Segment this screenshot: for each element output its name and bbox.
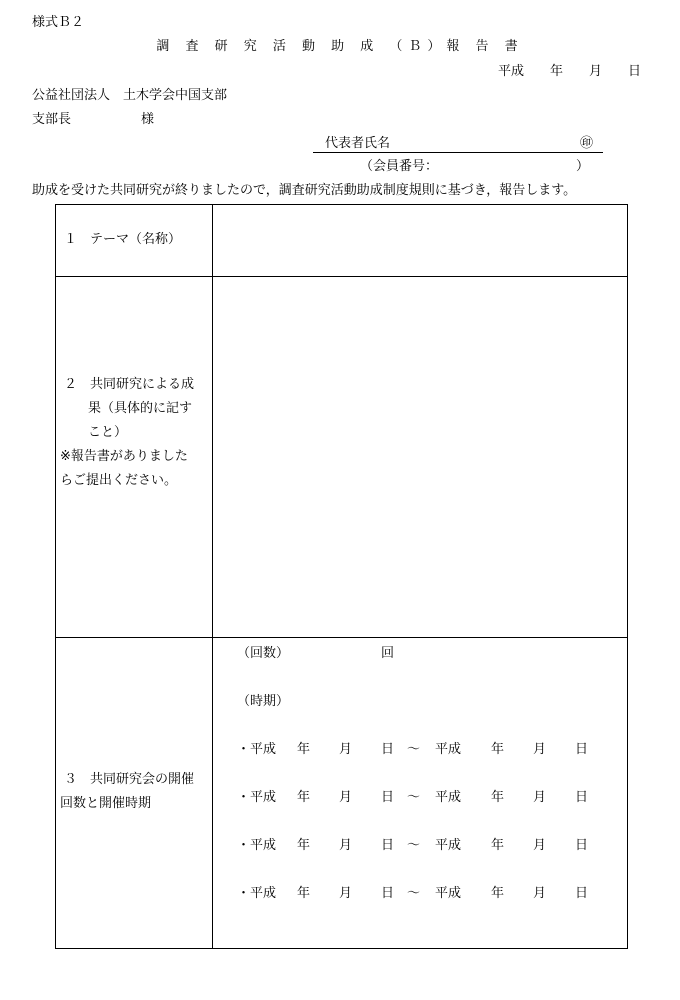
- recipient-honorific: 様: [141, 112, 155, 127]
- count-unit: 回: [381, 646, 395, 661]
- recipient: 支部長: [32, 112, 72, 127]
- period-bullet: ・平成: [237, 886, 277, 901]
- period-era2: 平成: [435, 790, 462, 805]
- period-day: 日: [381, 790, 395, 805]
- theme-label: １ テーマ（名称）: [64, 232, 182, 247]
- representative-label: 代表者氏名: [325, 136, 391, 151]
- period-day2: 日: [575, 886, 589, 901]
- count-line: [237, 642, 394, 661]
- table-row-theme: [56, 205, 628, 277]
- results-label-line3: こと）: [88, 425, 128, 440]
- period-year: 年: [297, 790, 311, 805]
- period-month2: 月: [533, 790, 547, 805]
- period-bullet: ・平成: [237, 790, 277, 805]
- period-day: 日: [381, 886, 395, 901]
- meetings-label-line2: 回数と開催時期: [60, 796, 152, 811]
- period-bullet: ・平成: [237, 742, 277, 757]
- member-number-open: （会員番号：: [360, 159, 439, 174]
- period-label: （時期）: [237, 694, 290, 709]
- date-year: 年: [550, 64, 564, 79]
- period-month2: 月: [533, 838, 547, 853]
- intro-text: 助成を受けた共同研究が終りましたので，調査研究活動助成制度規則に基づき，報告します。: [32, 183, 577, 198]
- period-day2: 日: [575, 838, 589, 853]
- member-number-close: ）: [576, 159, 590, 174]
- results-label: [56, 277, 212, 493]
- period-bullet: ・平成: [237, 838, 277, 853]
- results-label-line1: ２ 共同研究による成: [64, 377, 195, 392]
- results-label-line2: 果（具体的に記す: [88, 401, 193, 416]
- table-row-meetings: [56, 638, 628, 949]
- results-note-line2: らご提出ください。: [60, 473, 178, 488]
- period-tilde: ～: [407, 742, 421, 757]
- date-month: 月: [589, 64, 603, 79]
- date-era: 平成: [498, 64, 525, 79]
- period-month: 月: [339, 838, 353, 853]
- period-year: 年: [297, 886, 311, 901]
- period-row: [237, 834, 588, 853]
- period-year2: 年: [491, 886, 505, 901]
- document-title-text: 調 査 研 究 活 動 助 成 （Ｂ）報 告 書: [156, 39, 524, 54]
- theme-label-cell: [56, 205, 213, 277]
- period-day: 日: [381, 742, 395, 757]
- meetings-label: [56, 638, 212, 816]
- theme-input-cell[interactable]: [213, 205, 628, 277]
- date-day: 日: [628, 64, 642, 79]
- period-row: [237, 786, 588, 805]
- period-month: 月: [339, 790, 353, 805]
- representative-name-field[interactable]: [313, 136, 603, 153]
- member-number-field[interactable]: [360, 159, 589, 175]
- period-row: [237, 882, 588, 901]
- recipient-line: [32, 112, 154, 128]
- period-tilde: ～: [407, 790, 421, 805]
- meetings-label-cell: [56, 638, 213, 949]
- period-month: 月: [339, 742, 353, 757]
- meetings-label-line1: ３ 共同研究会の開催: [64, 772, 195, 787]
- period-day2: 日: [575, 790, 589, 805]
- meetings-input-cell[interactable]: [213, 638, 628, 949]
- period-tilde: ～: [407, 838, 421, 853]
- period-month2: 月: [533, 886, 547, 901]
- period-month: 月: [339, 886, 353, 901]
- organization: 公益社団法人 土木学会中国支部: [32, 88, 228, 103]
- period-tilde: ～: [407, 886, 421, 901]
- results-input-cell[interactable]: [213, 277, 628, 638]
- date-line: [498, 64, 641, 80]
- period-year2: 年: [491, 790, 505, 805]
- period-month2: 月: [533, 742, 547, 757]
- table-row-results: [56, 277, 628, 638]
- seal-icon: ㊞: [579, 136, 593, 151]
- period-era2: 平成: [435, 742, 462, 757]
- form-code: 様式Ｂ２: [32, 15, 85, 30]
- period-day: 日: [381, 838, 395, 853]
- period-era2: 平成: [435, 838, 462, 853]
- period-year: 年: [297, 838, 311, 853]
- report-table: [55, 204, 628, 949]
- period-year2: 年: [491, 838, 505, 853]
- period-year2: 年: [491, 742, 505, 757]
- count-label: （回数）: [237, 646, 290, 661]
- period-day2: 日: [575, 742, 589, 757]
- results-note-line1: ※報告書がありました: [60, 449, 188, 464]
- results-label-cell: [56, 277, 213, 638]
- period-row: [237, 738, 588, 757]
- document-title: [0, 39, 680, 55]
- period-era2: 平成: [435, 886, 462, 901]
- period-year: 年: [297, 742, 311, 757]
